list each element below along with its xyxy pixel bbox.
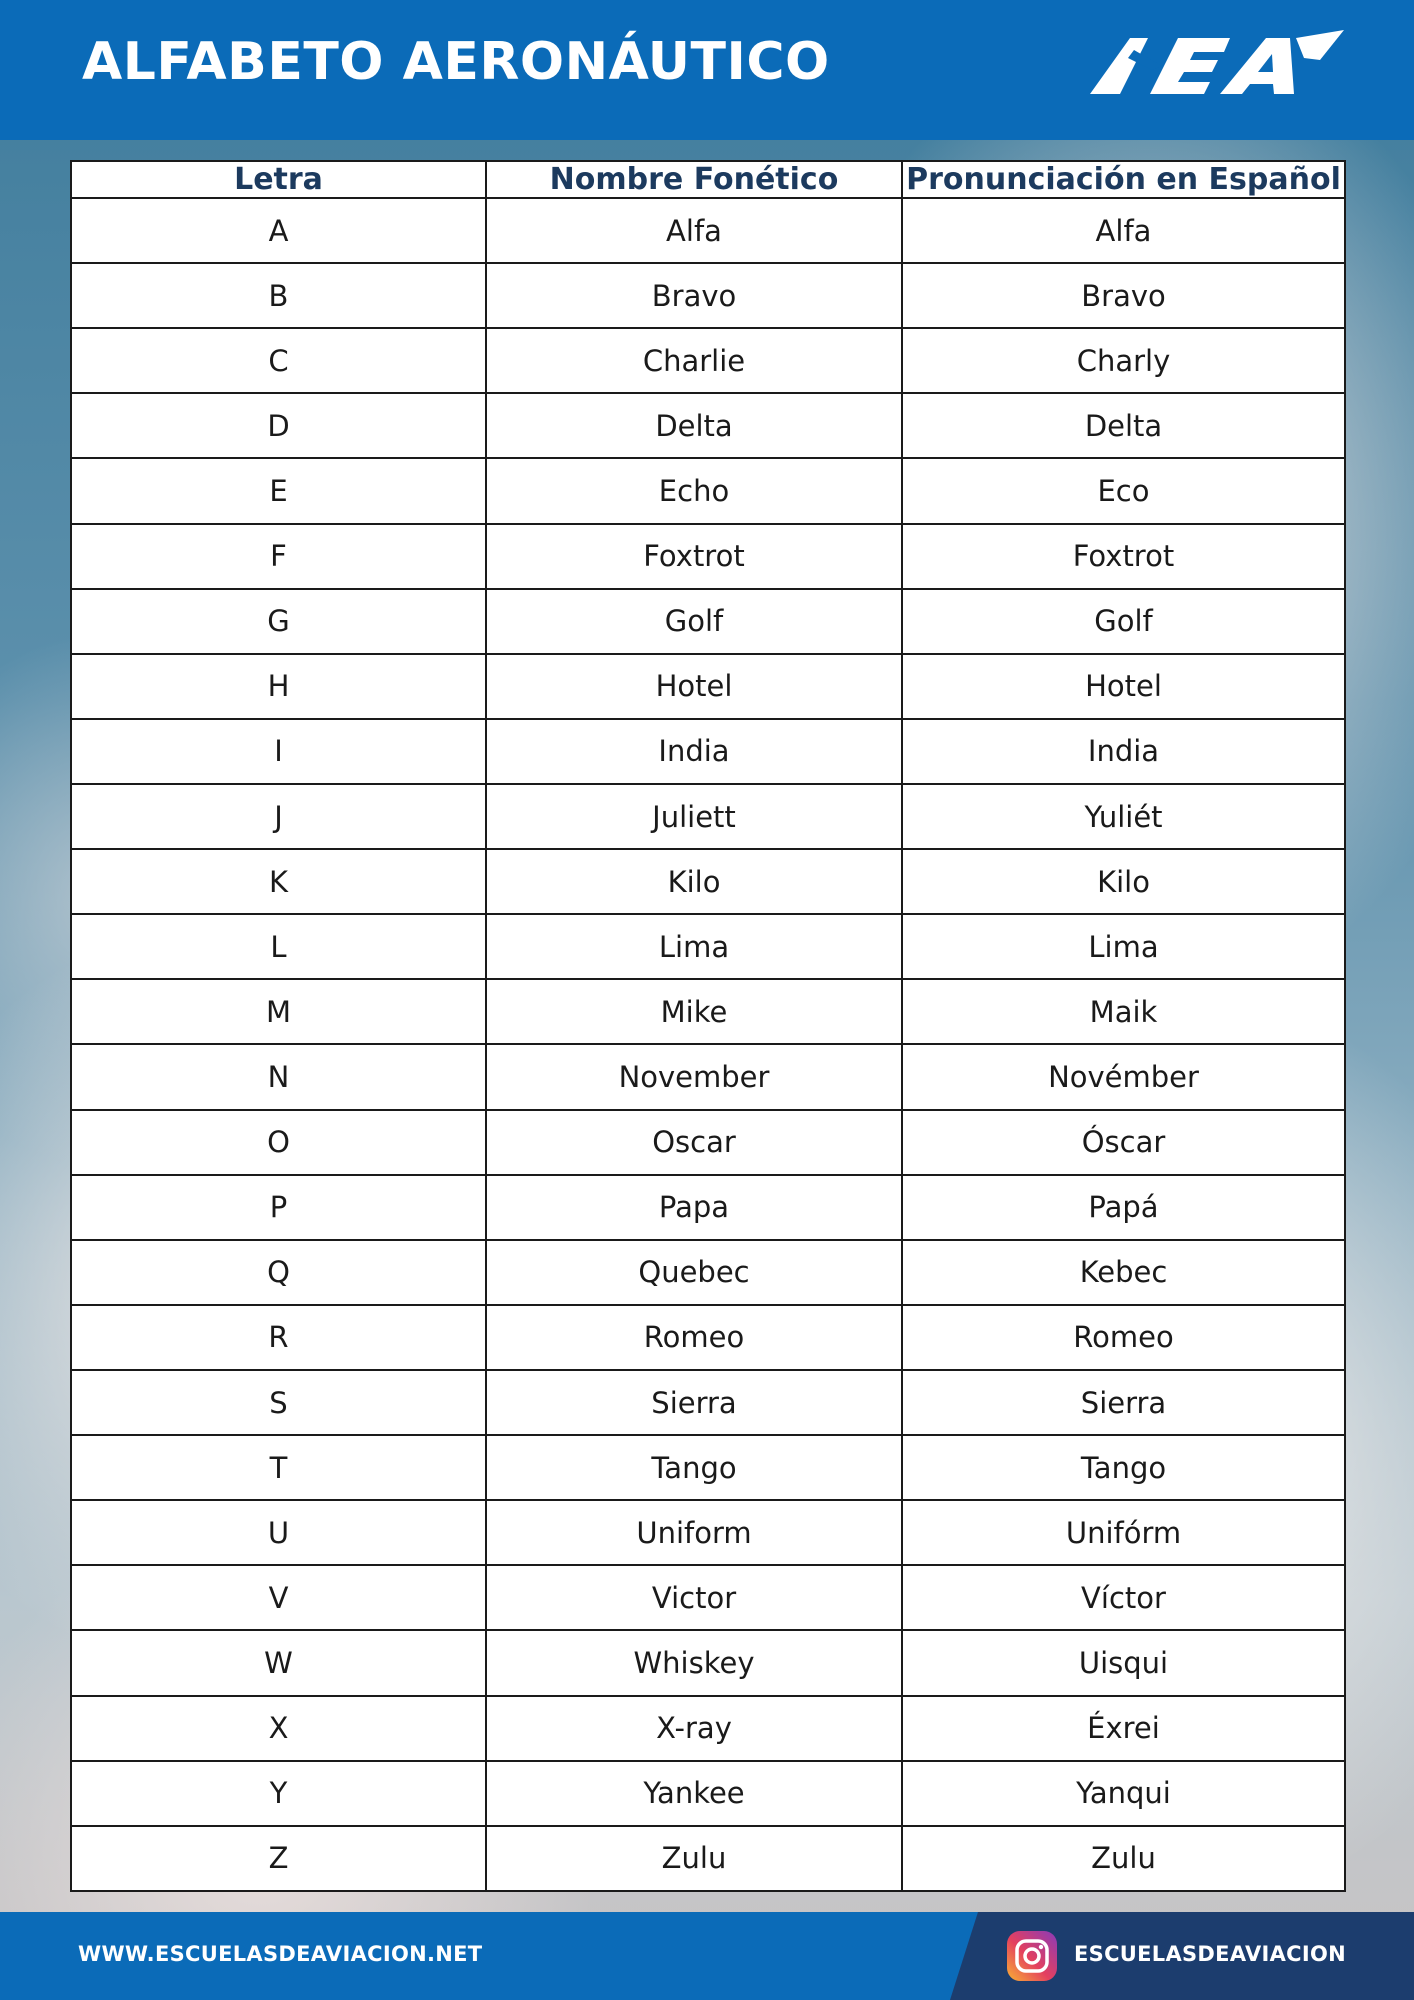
- ea-logo: [1090, 30, 1344, 102]
- cell-spanish-pronunciation: Novémber: [902, 1044, 1345, 1109]
- cell-phonetic-name: Quebec: [486, 1240, 902, 1305]
- cell-phonetic-name: Yankee: [486, 1761, 902, 1826]
- cell-spanish-pronunciation: Víctor: [902, 1565, 1345, 1630]
- cell-letter: P: [71, 1175, 486, 1240]
- cell-phonetic-name: Charlie: [486, 328, 902, 393]
- table-row: [71, 1240, 1345, 1305]
- cell-phonetic-name: Echo: [486, 458, 902, 523]
- cell-letter: D: [71, 393, 486, 458]
- cell-letter: Z: [71, 1826, 486, 1891]
- cell-letter: N: [71, 1044, 486, 1109]
- table-row: [71, 1630, 1345, 1695]
- cell-spanish-pronunciation: India: [902, 719, 1345, 784]
- cell-spanish-pronunciation: Eco: [902, 458, 1345, 523]
- cell-spanish-pronunciation: Unifórm: [902, 1500, 1345, 1565]
- column-header-phonetic-name: Nombre Fonético: [486, 161, 902, 198]
- cell-letter: X: [71, 1696, 486, 1761]
- cell-letter: U: [71, 1500, 486, 1565]
- table-row: [71, 784, 1345, 849]
- table-row: [71, 524, 1345, 589]
- cell-spanish-pronunciation: Uisqui: [902, 1630, 1345, 1695]
- cell-letter: L: [71, 914, 486, 979]
- cell-spanish-pronunciation: Bravo: [902, 263, 1345, 328]
- table-row: [71, 1175, 1345, 1240]
- table-row: [71, 1565, 1345, 1630]
- table-row: [71, 589, 1345, 654]
- cell-letter: G: [71, 589, 486, 654]
- cell-phonetic-name: Oscar: [486, 1110, 902, 1175]
- table-row: [71, 1435, 1345, 1500]
- cell-phonetic-name: Mike: [486, 979, 902, 1044]
- cell-phonetic-name: Lima: [486, 914, 902, 979]
- cell-spanish-pronunciation: Kilo: [902, 849, 1345, 914]
- cell-phonetic-name: Zulu: [486, 1826, 902, 1891]
- cell-letter: O: [71, 1110, 486, 1175]
- table-header-row: [71, 161, 1345, 198]
- cell-phonetic-name: Romeo: [486, 1305, 902, 1370]
- cell-phonetic-name: Alfa: [486, 198, 902, 263]
- table-row: [71, 263, 1345, 328]
- cell-phonetic-name: Foxtrot: [486, 524, 902, 589]
- cell-phonetic-name: Sierra: [486, 1370, 902, 1435]
- table-row: [71, 328, 1345, 393]
- cell-spanish-pronunciation: Foxtrot: [902, 524, 1345, 589]
- instagram-handle[interactable]: ESCUELASDEAVIACION: [1074, 1942, 1347, 1966]
- table-row: [71, 979, 1345, 1044]
- cell-letter: C: [71, 328, 486, 393]
- table-row: [71, 1761, 1345, 1826]
- cell-spanish-pronunciation: Maik: [902, 979, 1345, 1044]
- cell-phonetic-name: Kilo: [486, 849, 902, 914]
- cell-spanish-pronunciation: Golf: [902, 589, 1345, 654]
- cell-phonetic-name: Hotel: [486, 654, 902, 719]
- cell-spanish-pronunciation: Charly: [902, 328, 1345, 393]
- cell-phonetic-name: Delta: [486, 393, 902, 458]
- cell-letter: T: [71, 1435, 486, 1500]
- cell-spanish-pronunciation: Éxrei: [902, 1696, 1345, 1761]
- cell-letter: Y: [71, 1761, 486, 1826]
- website-link[interactable]: WWW.ESCUELASDEAVIACION.NET: [78, 1942, 483, 1966]
- header-bar: [0, 0, 1414, 140]
- cell-letter: H: [71, 654, 486, 719]
- cell-spanish-pronunciation: Yuliét: [902, 784, 1345, 849]
- table-row: [71, 1370, 1345, 1435]
- footer-bar: [0, 1912, 1414, 2000]
- cell-spanish-pronunciation: Hotel: [902, 654, 1345, 719]
- table-row: [71, 1500, 1345, 1565]
- cell-phonetic-name: X-ray: [486, 1696, 902, 1761]
- table-row: [71, 393, 1345, 458]
- cell-spanish-pronunciation: Sierra: [902, 1370, 1345, 1435]
- table-row: [71, 458, 1345, 523]
- cell-letter: M: [71, 979, 486, 1044]
- cell-phonetic-name: India: [486, 719, 902, 784]
- table-row: [71, 654, 1345, 719]
- cell-phonetic-name: Papa: [486, 1175, 902, 1240]
- cell-letter: K: [71, 849, 486, 914]
- table-row: [71, 1110, 1345, 1175]
- cell-phonetic-name: Juliett: [486, 784, 902, 849]
- cell-spanish-pronunciation: Delta: [902, 393, 1345, 458]
- column-header-letter: Letra: [71, 161, 486, 198]
- cell-letter: B: [71, 263, 486, 328]
- table-row: [71, 914, 1345, 979]
- phonetic-alphabet-table: [70, 160, 1344, 1892]
- cell-spanish-pronunciation: Óscar: [902, 1110, 1345, 1175]
- cell-letter: W: [71, 1630, 486, 1695]
- cell-phonetic-name: Whiskey: [486, 1630, 902, 1695]
- cell-spanish-pronunciation: Papá: [902, 1175, 1345, 1240]
- cell-letter: E: [71, 458, 486, 523]
- table-row: [71, 1696, 1345, 1761]
- cell-phonetic-name: Tango: [486, 1435, 902, 1500]
- cell-letter: I: [71, 719, 486, 784]
- cell-phonetic-name: Golf: [486, 589, 902, 654]
- cell-phonetic-name: Bravo: [486, 263, 902, 328]
- cell-letter: F: [71, 524, 486, 589]
- cell-spanish-pronunciation: Lima: [902, 914, 1345, 979]
- cell-phonetic-name: Victor: [486, 1565, 902, 1630]
- cell-spanish-pronunciation: Tango: [902, 1435, 1345, 1500]
- cell-phonetic-name: Uniform: [486, 1500, 902, 1565]
- page-title: ALFABETO AERONÁUTICO: [82, 32, 830, 92]
- instagram-icon[interactable]: [1006, 1930, 1058, 1982]
- cell-spanish-pronunciation: Romeo: [902, 1305, 1345, 1370]
- cell-spanish-pronunciation: Yanqui: [902, 1761, 1345, 1826]
- cell-letter: V: [71, 1565, 486, 1630]
- cell-letter: J: [71, 784, 486, 849]
- cell-spanish-pronunciation: Kebec: [902, 1240, 1345, 1305]
- column-header-spanish-pronunciation: Pronunciación en Español: [902, 161, 1345, 198]
- cell-spanish-pronunciation: Alfa: [902, 198, 1345, 263]
- table-row: [71, 719, 1345, 784]
- cell-letter: A: [71, 198, 486, 263]
- cell-phonetic-name: November: [486, 1044, 902, 1109]
- table-row: [71, 1826, 1345, 1891]
- cell-letter: Q: [71, 1240, 486, 1305]
- cell-letter: S: [71, 1370, 486, 1435]
- table-row: [71, 1305, 1345, 1370]
- cell-spanish-pronunciation: Zulu: [902, 1826, 1345, 1891]
- table-row: [71, 849, 1345, 914]
- table-row: [71, 1044, 1345, 1109]
- cell-letter: R: [71, 1305, 486, 1370]
- table-row: [71, 198, 1345, 263]
